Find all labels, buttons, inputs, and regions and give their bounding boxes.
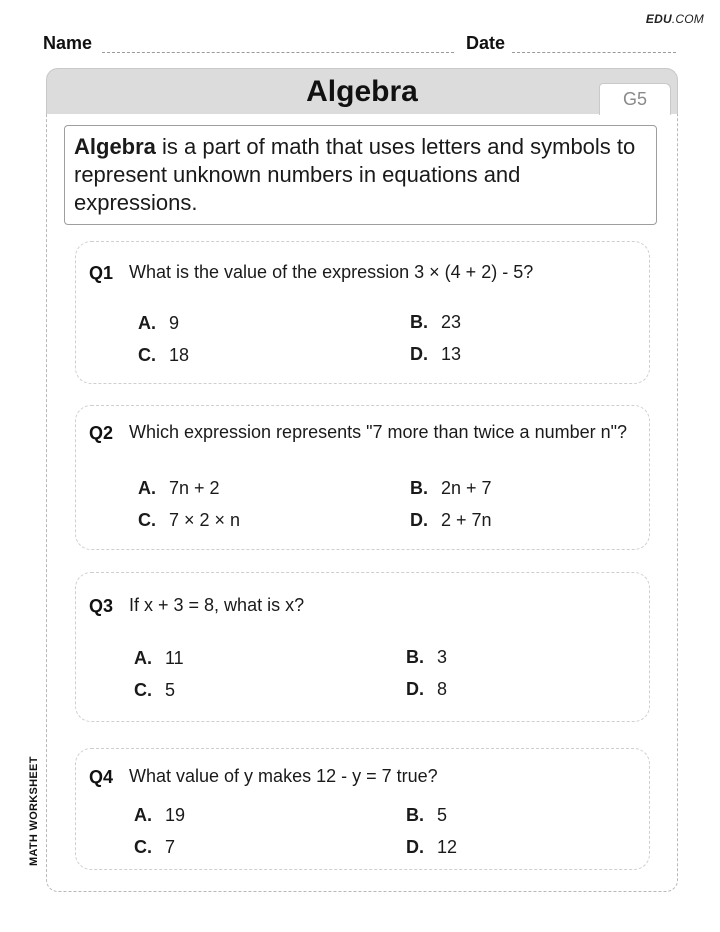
question-text: If x + 3 = 8, what is x?	[129, 595, 305, 615]
option-c[interactable]	[138, 345, 189, 366]
option-value: 12	[437, 837, 458, 857]
side-label: MATH WORKSHEET	[28, 756, 40, 866]
option-letter: C.	[138, 510, 156, 530]
option-letter: C.	[138, 345, 156, 365]
definition-term: Algebra	[74, 134, 156, 159]
option-c[interactable]	[134, 837, 175, 858]
option-a[interactable]	[134, 648, 184, 669]
question-number: Q1	[89, 263, 114, 283]
option-letter: A.	[138, 313, 156, 333]
option-value: 19	[165, 805, 186, 825]
question-text: Which expression represents "7 more than twice a number n"?	[129, 422, 628, 442]
brand-logo-bold: EDU	[645, 12, 672, 26]
option-letter: B.	[406, 647, 424, 667]
name-label: Name	[43, 33, 93, 53]
option-letter: C.	[134, 837, 152, 857]
option-letter: D.	[406, 679, 424, 699]
option-value: 7 × 2 × n	[169, 510, 241, 530]
option-letter: B.	[406, 805, 424, 825]
option-letter: B.	[410, 478, 428, 498]
question-number: Q2	[89, 423, 114, 443]
option-a[interactable]	[138, 313, 179, 334]
option-d[interactable]	[410, 510, 492, 531]
option-value: 5	[165, 680, 176, 700]
option-value: 11	[165, 648, 184, 668]
option-value: 8	[437, 679, 448, 699]
option-d[interactable]	[406, 679, 447, 700]
option-letter: D.	[406, 837, 424, 857]
option-value: 23	[441, 312, 462, 332]
question-text: What value of y makes 12 - y = 7 true?	[129, 766, 438, 786]
option-b[interactable]	[410, 478, 492, 499]
option-c[interactable]	[138, 510, 240, 531]
question-text: What is the value of the expression 3 × (4 + 2) - 5?	[129, 262, 534, 282]
option-a[interactable]	[138, 478, 220, 499]
option-b[interactable]	[406, 805, 447, 826]
date-line[interactable]	[512, 52, 676, 53]
page-title: Algebra	[306, 75, 418, 108]
option-value: 7	[165, 837, 176, 857]
option-letter: A.	[138, 478, 156, 498]
option-value: 3	[437, 647, 448, 667]
option-d[interactable]	[410, 344, 461, 365]
name-line[interactable]	[102, 52, 454, 53]
grade-badge: G5	[599, 83, 671, 115]
option-a[interactable]	[134, 805, 185, 826]
option-letter: B.	[410, 312, 428, 332]
option-d[interactable]	[406, 837, 457, 858]
option-letter: D.	[410, 510, 428, 530]
question-card-1	[75, 241, 650, 384]
option-c[interactable]	[134, 680, 175, 701]
option-value: 5	[437, 805, 448, 825]
question-number: Q4	[89, 767, 114, 787]
option-b[interactable]	[406, 647, 447, 668]
question-card-4	[75, 748, 650, 870]
option-b[interactable]	[410, 312, 461, 333]
option-value: 18	[169, 345, 190, 365]
question-number: Q3	[89, 596, 114, 616]
brand-logo-suffix: .COM	[671, 12, 704, 26]
definition-text: is a part of math that uses letters and symbols to represent unknown numbers in equations and expressions.	[74, 134, 636, 215]
question-card-3	[75, 572, 650, 722]
title-bar	[46, 68, 678, 114]
option-value: 9	[169, 313, 180, 333]
brand-logo	[646, 12, 704, 26]
option-letter: D.	[410, 344, 428, 364]
option-value: 13	[441, 344, 462, 364]
option-letter: C.	[134, 680, 152, 700]
definition-box	[64, 125, 657, 225]
option-value: 7n + 2	[169, 478, 220, 498]
date-label: Date	[466, 33, 506, 53]
option-letter: A.	[134, 805, 152, 825]
option-letter: A.	[134, 648, 152, 668]
option-value: 2 + 7n	[441, 510, 492, 530]
question-card-2	[75, 405, 650, 550]
option-value: 2n + 7	[441, 478, 492, 498]
